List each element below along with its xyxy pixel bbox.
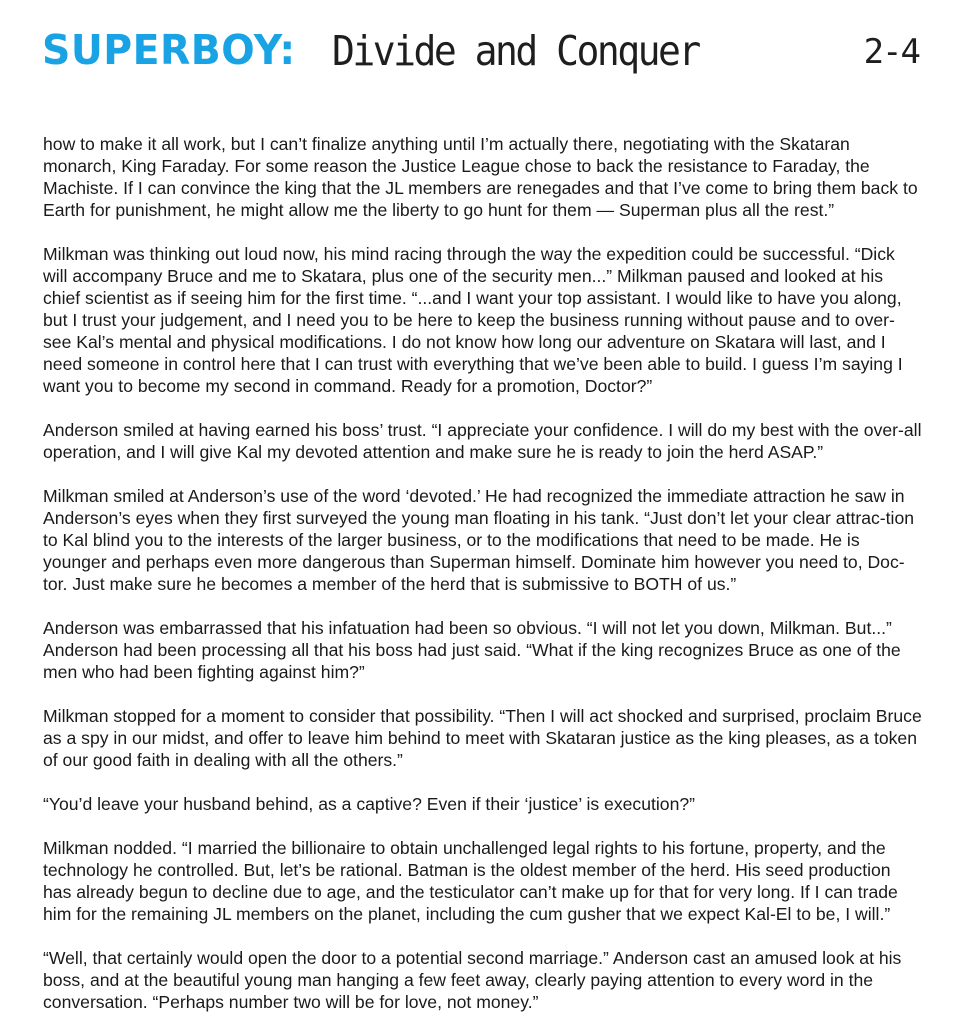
page-number: 2-4 — [863, 32, 919, 72]
chapter-title: Divide and Conquer — [332, 27, 699, 75]
series-title: SUPERBOY: — [42, 26, 296, 74]
paragraph: how to make it all work, but I can’t finalize anything until I’m actually there, negotiating with the Skataran monarch, King Faraday. For some reason the Justice League chose to back the resistance to Faraday, the Machiste. If I can convince the king that the JL members are renegades and that I’ve come to bring them back to Earth for punishment, he might allow me the liberty to go hunt for them — Superman plus all the rest.” — [43, 134, 918, 220]
paragraph: “You’d leave your husband behind, as a captive? Even if their ‘justice’ is execution?” — [43, 794, 696, 814]
paragraph: Milkman smiled at Anderson’s use of the word ‘devoted.’ He had recognized the immediate attraction he saw in Anderson’s eyes when they first surveyed the young man floating in his tank. “Just don’t let your clear attrac-tion to Kal blind you to the interests of the larger business, or to the modifications that need to be made. He is younger and perhaps even more dangerous than Superman himself. Dominate him however you need to, Doc-tor. Just make sure he becomes a member of the herd that is submissive to BOTH of us.” — [43, 486, 915, 594]
paragraph: “Well, that certainly would open the door to a potential second marriage.” Anderson cast an amused look at his boss, and at the beautiful young man hanging a few feet away, clearly paying attention to every word in the conversation. “Perhaps number two will be for love, not money.” — [43, 948, 902, 1012]
story-body — [43, 133, 923, 1035]
paragraph: Anderson was embarrassed that his infatuation had been so obvious. “I will not let you down, Milkman. But...” Anderson had been processing all that his boss had just said. “What if the king recognizes Bruce as one of the men who had been fighting against him?” — [43, 618, 901, 682]
paragraph: Milkman nodded. “I married the billionaire to obtain unchallenged legal rights to his fortune, property, and the technology he controlled. But, let’s be rational. Batman is the oldest member of the herd. His seed production has already begun to decline due to age, and the testiculator can’t make up for that for very long. If I can trade him for the remaining JL members on the planet, including the cum gusher that we expect Kal-El to be, I will.” — [43, 838, 898, 924]
page-header — [42, 26, 919, 82]
paragraph: Milkman stopped for a moment to consider that possibility. “Then I will act shocked and surprised, proclaim Bruce as a spy in our midst, and offer to leave him behind to meet with Skataran justice as the king pleases, as a token of our good faith in dealing with all the others.” — [43, 706, 922, 770]
paragraph: Milkman was thinking out loud now, his mind racing through the way the expedition could be successful. “Dick will accompany Bruce and me to Skatara, plus one of the security men...” Milkman paused and looked at his chief scientist as if seeing him for the first time. “...and I want your top assistant. I would like to have you along, but I trust your judgement, and I need you to be here to keep the business running without pause and to over-see Kal’s mental and physical modifications. I do not know how long our adventure on Skatara will last, and I need someone in control here that I can trust with everything that we’ve been able to build. I guess I’m saying I want you to become my second in command. Ready for a promotion, Doctor?” — [43, 244, 903, 396]
paragraph: Anderson smiled at having earned his boss’ trust. “I appreciate your confidence. I will do my best with the over-all operation, and I will give Kal my devoted attention and make sure he is ready to join the herd ASAP.” — [43, 420, 922, 462]
